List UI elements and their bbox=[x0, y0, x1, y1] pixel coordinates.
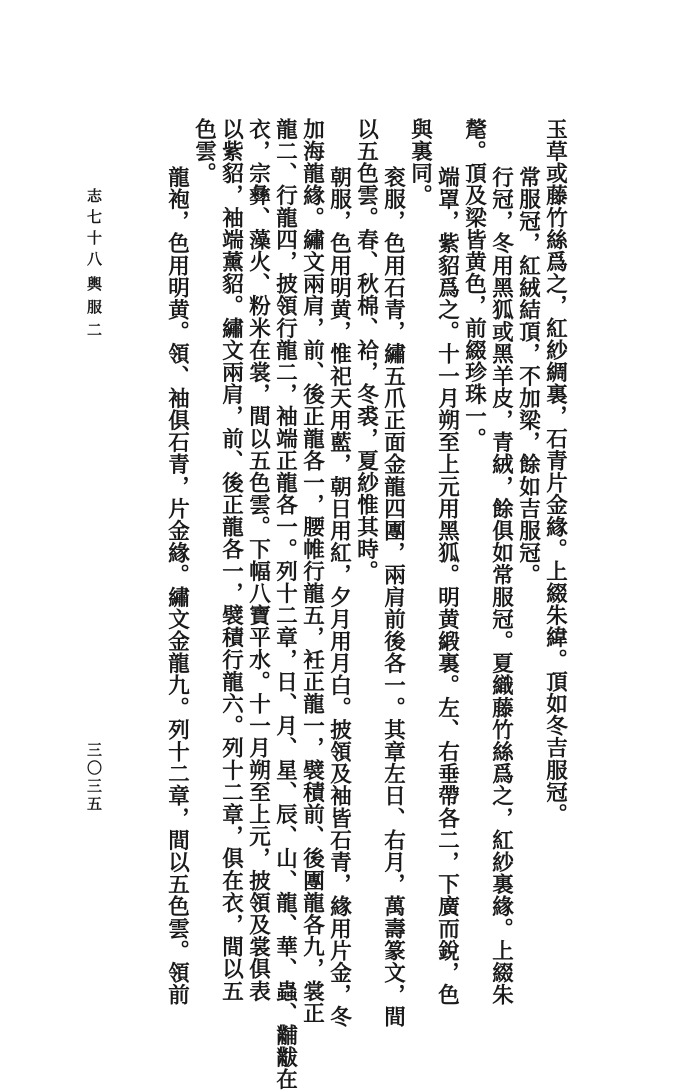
text-column: 衮服，色用石青，繡五爪正面金龍四團，兩肩前後各一。其章左日、右月，萬壽篆文，間 bbox=[380, 166, 406, 1028]
text-column: 與裏同。 bbox=[407, 118, 433, 207]
text-column: 色雲。 bbox=[191, 118, 217, 185]
text-column: 龍二、行龍四，披領行龍二，袖端正龍各一。列十二章，日、月、星、辰、山、龍、華、蟲、黼黻在 bbox=[272, 118, 298, 1090]
footer-section: 輿服二 bbox=[85, 276, 103, 345]
text-column: 玉草或藤竹絲爲之，紅紗綢裏，石青片金緣。上綴朱緯。頂如冬吉服冠。 bbox=[542, 118, 568, 826]
page-number: 三〇三五 bbox=[85, 742, 103, 814]
footer-volume: 志七十八 bbox=[85, 188, 103, 272]
text-column: 常服冠，紅絨結頂，不加梁，餘如吉服冠。 bbox=[515, 166, 541, 586]
text-column: 衣，宗彝、藻火、粉米在裳，間以五色雲。下幅八寶平水。十一月朔至上元，披領及裳俱表 bbox=[245, 118, 271, 1002]
text-column: 加海龍緣。繡文兩肩，前、後正龍各一，腰帷行龍五，衽正龍一，襞積前、後團龍各九，裳正 bbox=[299, 118, 325, 1025]
text-column: 氂。頂及梁皆黄色，前綴珍珠一。 bbox=[461, 118, 487, 450]
text-column: 以紫貂，袖端薰貂。繡文兩肩，前、後正龍各一，襞積行龍六。列十二章，俱在衣，間以五 bbox=[218, 118, 244, 1002]
text-column: 行冠，冬用黑狐或黑羊皮，青絨，餘俱如常服冠。夏織藤竹絲爲之，紅紗裏緣。上綴朱 bbox=[488, 166, 514, 1006]
text-column: 朝服，色用明黄，惟祀天用藍，朝日用紅，夕月用月白。披領及袖皆石青，緣用片金，冬 bbox=[326, 166, 352, 1028]
text-column: 以五色雲。春、秋棉、袷，冬裘，夏紗惟其時。 bbox=[353, 118, 379, 583]
text-column: 龍袍，色用明黄。領、袖俱石青，片金緣。繡文金龍九。列十二章，間以五色雲。領前 bbox=[164, 166, 190, 1006]
text-column: 端罩，紫貂爲之。十一月朔至上元用黑狐。明黄緞裏。左、右垂帶各二，下廣而銳，色 bbox=[434, 166, 460, 1006]
